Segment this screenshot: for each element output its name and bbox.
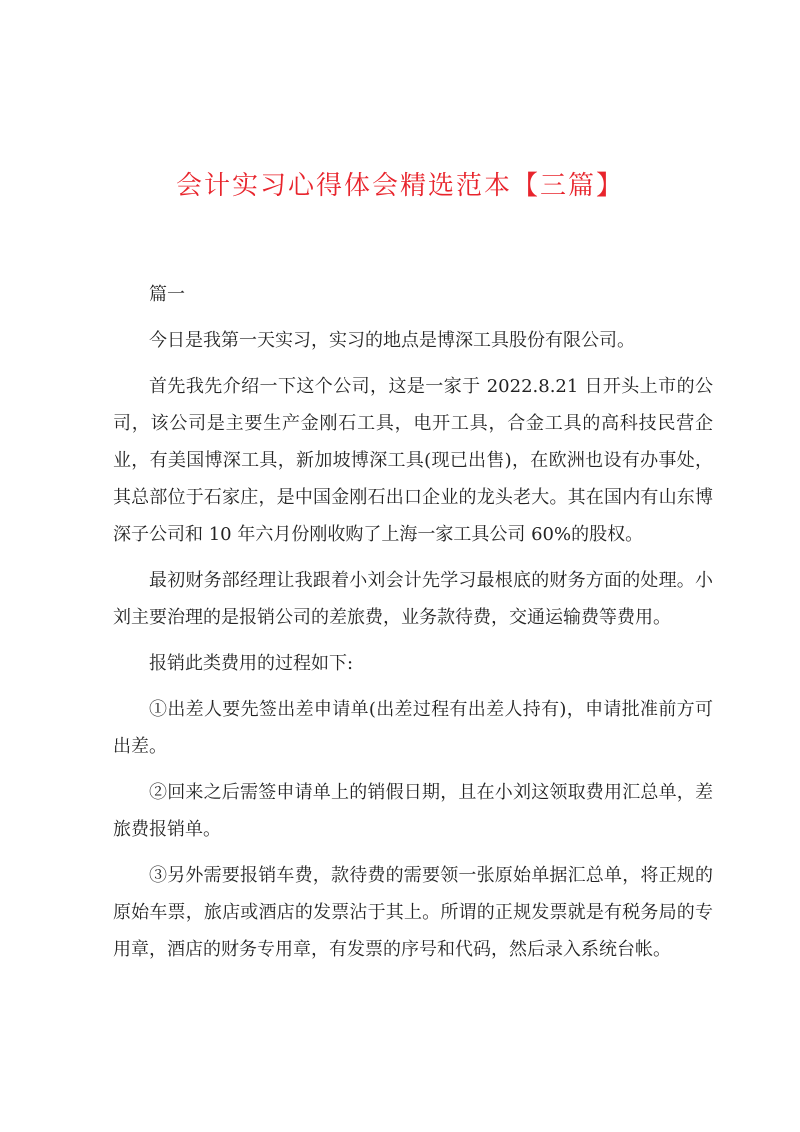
document-body [113,276,713,968]
paragraph-finance: 最初财务部经理让我跟着小刘会计先学习最根底的财务方面的处理。小刘主要治理的是报销公司的差旅费，业务款待费，交通运输费等费用。 [113,570,713,628]
paragraph-step-2: ②回来之后需签申请单上的销假日期，且在小刘这领取费用汇总单，差旅费报销单。 [113,782,713,840]
paragraph-intro: 今日是我第一天实习，实习的地点是博深工具股份有限公司。 [149,330,635,351]
section-label: 篇一 [149,284,185,305]
paragraph-process-heading: 报销此类费用的过程如下: [149,653,354,674]
paragraph-step-1: ①出差人要先签出差申请单(出差过程有出差人持有)，申请批准前方可出差。 [113,699,713,757]
paragraph-step-3: ③另外需要报销车费，款待费的需要领一张原始单据汇总单，将正规的原始车票，旅店或酒店的发票沾于其上。所谓的正规发票就是有税务局的专用章，酒店的财务专用章，有发票的序号和代码，然后录入系统台帐。 [113,865,713,960]
paragraph-company: 首先我先介绍一下这个公司，这是一家于 2022.8.21 日开头上市的公司，该公司是主要生产金刚石工具，电开工具，合金工具的高科技民营企业，有美国博深工具，新加坡博深工具(现已出售)，在欧洲也设有办事处，其总部位于石家庄，是中国金刚石出口企业的龙头老大。其在国内有山东博深子公司和 10 年六月份刚收购了上海一家工具公司 60%的股权。 [113,376,713,545]
document-title: 会计实习心得体会精选范本【三篇】 [175,171,624,201]
